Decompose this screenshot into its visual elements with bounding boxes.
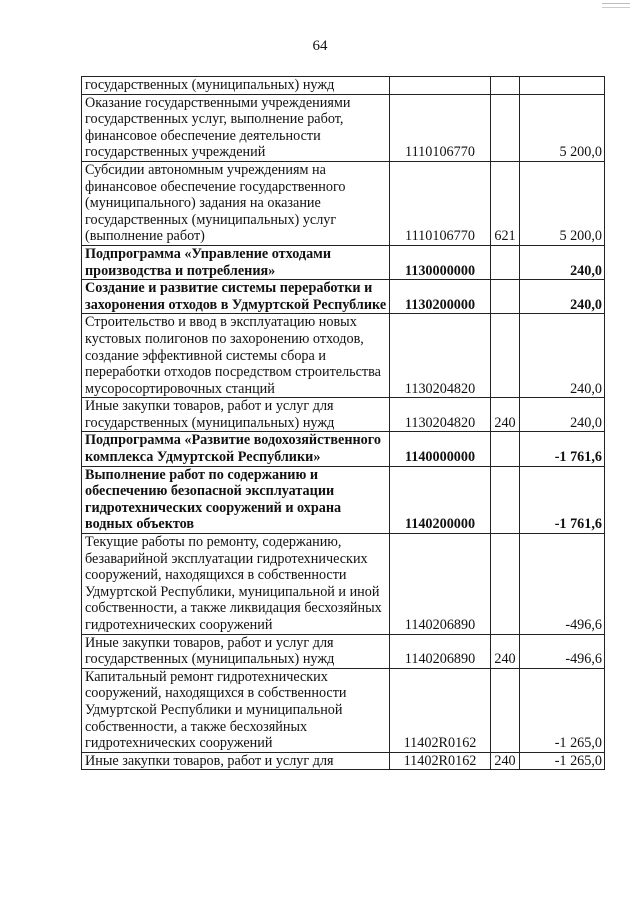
row-name-cell: Капитальный ремонт гидротехнических сооружений, находящихся в собственности Удмуртской Республики и муниципальной собственности, а также бесхозяйных гидротехнических сооружений <box>82 668 390 752</box>
row-expense-type-cell <box>491 314 520 398</box>
table-row <box>82 668 605 752</box>
row-code-cell: 1140200000 <box>390 466 491 533</box>
budget-table <box>81 76 605 770</box>
row-expense-type-cell: 621 <box>491 161 520 245</box>
row-amount-cell: 240,0 <box>520 398 605 432</box>
table-row <box>82 245 605 279</box>
row-code-cell: 1140206890 <box>390 534 491 635</box>
row-name-cell: Оказание государственными учреждениями государственных услуг, выполнение работ, финансовое обеспечение деятельности государственных учреждений <box>82 94 390 161</box>
table-row <box>82 94 605 161</box>
row-expense-type-cell <box>491 432 520 466</box>
row-name-cell: Создание и развитие системы переработки и захоронения отходов в Удмуртской Республике <box>82 280 390 314</box>
table-row <box>82 534 605 635</box>
row-amount-cell: 240,0 <box>520 314 605 398</box>
page-number: 64 <box>312 38 328 54</box>
row-expense-type-cell: 240 <box>491 634 520 668</box>
budget-table-body <box>82 77 605 770</box>
table-row <box>82 432 605 466</box>
row-amount-cell: 240,0 <box>520 245 605 279</box>
row-name-cell: Иные закупки товаров, работ и услуг для государственных (муниципальных) нужд <box>82 398 390 432</box>
row-name-cell: Субсидии автономным учреждениям на финансовое обеспечение государственного (муниципального) задания на оказание государственных (муниципальных) услуг (выполнение работ) <box>82 161 390 245</box>
row-expense-type-cell <box>491 245 520 279</box>
row-amount-cell <box>520 77 605 95</box>
row-code-cell <box>390 77 491 95</box>
row-name-cell: государственных (муниципальных) нужд <box>82 77 390 95</box>
row-amount-cell: -1 265,0 <box>520 752 605 770</box>
row-name-cell: Строительство и ввод в эксплуатацию новых кустовых полигонов по захоронению отходов, создание эффективной системы сбора и переработки отходов посредством строительства мусоросортировочных станций <box>82 314 390 398</box>
row-expense-type-cell: 240 <box>491 398 520 432</box>
row-amount-cell: -496,6 <box>520 634 605 668</box>
row-name-cell: Текущие работы по ремонту, содержанию, безаварийной эксплуатации гидротехнических сооружений, находящихся в собственности Удмуртской Республики, муниципальной и иной собственности, а также ликвидация бесхозяйных гидротехнических сооружений <box>82 534 390 635</box>
row-expense-type-cell <box>491 94 520 161</box>
table-row <box>82 466 605 533</box>
row-code-cell: 11402R0162 <box>390 668 491 752</box>
row-code-cell: 1130204820 <box>390 314 491 398</box>
row-amount-cell: -1 761,6 <box>520 432 605 466</box>
row-expense-type-cell: 240 <box>491 752 520 770</box>
table-row <box>82 161 605 245</box>
row-code-cell: 1140206890 <box>390 634 491 668</box>
row-expense-type-cell <box>491 77 520 95</box>
row-amount-cell: -1 761,6 <box>520 466 605 533</box>
row-amount-cell: 5 200,0 <box>520 94 605 161</box>
row-expense-type-cell <box>491 534 520 635</box>
row-name-cell: Подпрограмма «Развитие водохозяйственного комплекса Удмуртской Республики» <box>82 432 390 466</box>
row-code-cell: 11402R0162 <box>390 752 491 770</box>
table-row <box>82 77 605 95</box>
table-row <box>82 280 605 314</box>
row-amount-cell: 240,0 <box>520 280 605 314</box>
row-expense-type-cell <box>491 668 520 752</box>
row-name-cell: Иные закупки товаров, работ и услуг для государственных (муниципальных) нужд <box>82 634 390 668</box>
row-code-cell: 1130200000 <box>390 280 491 314</box>
row-name-cell: Выполнение работ по содержанию и обеспечению безопасной эксплуатации гидротехнических сооружений и охрана водных объектов <box>82 466 390 533</box>
row-code-cell: 1130000000 <box>390 245 491 279</box>
row-amount-cell: 5 200,0 <box>520 161 605 245</box>
row-code-cell: 1140000000 <box>390 432 491 466</box>
row-amount-cell: -496,6 <box>520 534 605 635</box>
row-code-cell: 1130204820 <box>390 398 491 432</box>
row-code-cell: 1110106770 <box>390 94 491 161</box>
row-expense-type-cell <box>491 280 520 314</box>
table-row <box>82 634 605 668</box>
scan-edge-mark <box>602 3 630 8</box>
table-row <box>82 398 605 432</box>
table-row <box>82 314 605 398</box>
row-name-cell: Иные закупки товаров, работ и услуг для <box>82 752 390 770</box>
row-amount-cell: -1 265,0 <box>520 668 605 752</box>
row-name-cell: Подпрограмма «Управление отходами производства и потребления» <box>82 245 390 279</box>
row-expense-type-cell <box>491 466 520 533</box>
table-row <box>82 752 605 770</box>
row-code-cell: 1110106770 <box>390 161 491 245</box>
